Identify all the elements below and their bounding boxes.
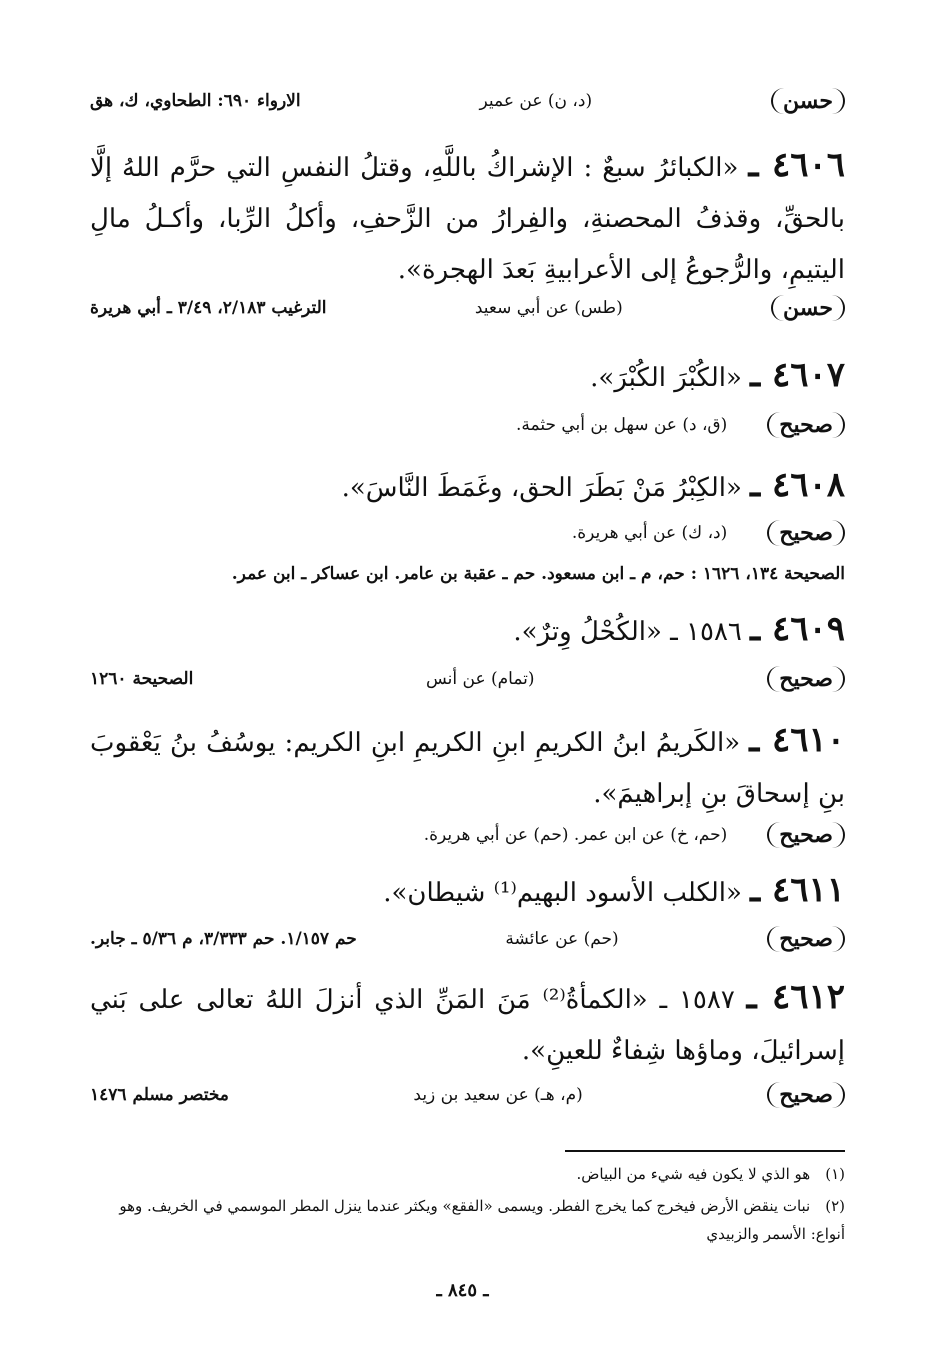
footnote-text: هو الذي لا يكون فيه شيء من البياض. <box>576 1165 811 1183</box>
hadith-number: ٤٦١٢ ـ <box>746 977 845 1017</box>
reference: الصحيحة ١٣٤، ١٦٢٦ : حم، م ـ ابن مسعود. حم ـ عقبة بن عامر. ابن عساكر ـ ابن عمر. <box>231 564 845 584</box>
hadith-number: ٤٦٠٨ ـ <box>750 465 845 505</box>
source: (حم، خ) عن ابن عمر. (حم) عن أبي هريرة. <box>423 825 728 845</box>
hadith-number: ٤٦٠٦ ـ <box>748 145 846 185</box>
grade-label: حسن <box>771 295 845 321</box>
hadith-number: ٤٦١٠ ـ <box>749 720 845 760</box>
hadith-4609 <box>90 604 845 658</box>
hadith-text: «الكُبْرَ الكُبْرَ». <box>590 363 742 393</box>
footnote <box>90 1192 845 1248</box>
source: (د، ن) عن عمير <box>479 91 593 111</box>
reference: الترغيب ٢/١٨٣، ٣/٤٩ ـ أبي هريرة <box>90 298 327 318</box>
hadith-number: ٤٦٠٧ ـ <box>750 355 845 395</box>
page-number: ـ ٨٤٥ ـ <box>436 1280 489 1301</box>
grade-row <box>90 926 845 952</box>
grade-row <box>90 822 845 848</box>
grade-row <box>90 412 845 438</box>
hadith-text: «الكِبْرُ مَنْ بَطَرَ الحق، وغَمَطَ النَّاسَ». <box>341 473 742 503</box>
hadith-number: ٤٦١١ ـ <box>750 870 845 910</box>
hadith-text: ١٥٨٧ ـ «الكمأةُ⁽²⁾ مَنَ المَنِّ الذي أنزلَ اللهُ تعالى على بَني إسرائيلَ، وماؤها شِفاءٌ للعينِ». <box>90 985 845 1066</box>
footnote-text: نبات ينقض الأرض فيخرج كما يخرج الفطر. ويسمى «الفقع» ويكثر عندما ينزل المطر الموسمي في الخريف. وهو أنواع: الأسمر والزبيدي <box>119 1197 845 1243</box>
grade-row <box>90 520 845 546</box>
hadith-text: «الكلب الأسود البهيم⁽¹⁾ شيطان». <box>383 878 742 908</box>
footnote <box>90 1160 845 1188</box>
grade-row <box>90 88 845 114</box>
reference: مختصر مسلم ١٤٧٦ <box>90 1085 229 1105</box>
hadith-4606 <box>90 140 845 296</box>
footnote-number: (٢) <box>825 1197 845 1215</box>
hadith-text: «الكبائرُ سبعٌ : الإشراكُ باللَّهِ، وقتلُ النفسِ التي حرَّم اللهُ إلَّا بالحقِّ، وقذفُ المحصنةِ، والفِرارُ من الزَّحفِ، وأكلُ الرِّبا، وأكـلُ مالِ اليتيمِ، والرُّجوعُ إلى الأعرابيةِ بَعدَ الهجرة». <box>90 153 845 285</box>
hadith-4611 <box>90 865 845 919</box>
grade-label: صحيح <box>767 666 845 692</box>
hadith-number: ٤٦٠٩ ـ <box>750 609 845 649</box>
grade-label: صحيح <box>767 822 845 848</box>
grade-label: صحيح <box>767 412 845 438</box>
grade-label: حسن <box>771 88 845 114</box>
grade-label: صحيح <box>767 1082 845 1108</box>
grade-row <box>90 295 845 321</box>
hadith-4608 <box>90 460 845 514</box>
grade-row <box>90 666 845 692</box>
hadith-text: ١٥٨٦ ـ «الكُحْلُ وِترٌ». <box>513 617 742 647</box>
source: (م، هـ) عن سعيد بن زيد <box>413 1085 583 1105</box>
reference: حم ١/١٥٧. حم ٣/٣٣٣، م ٥/٣٦ ـ جابر. <box>90 929 357 949</box>
source: (حم) عن عائشة <box>505 929 619 949</box>
footnote-divider <box>565 1150 845 1152</box>
source: (د، ك) عن أبي هريرة. <box>571 523 728 543</box>
reference: الارواء ٦٩٠: الطحاوي، ك، هق <box>90 91 301 111</box>
hadith-4610 <box>90 715 845 820</box>
reference: الصحيحة ١٢٦٠ <box>90 669 194 689</box>
grade-label: صحيح <box>767 520 845 546</box>
hadith-text: «الكَريمُ ابنُ الكريمِ ابنِ الكريمِ ابنِ الكريم: يوسُفُ بنُ يَعْقوبَ بنِ إسحاقَ بنِ إبراهيمَ». <box>90 728 845 809</box>
source: (طس) عن أبي سعيد <box>474 298 623 318</box>
grade-label: صحيح <box>767 926 845 952</box>
grade-row <box>90 1082 845 1108</box>
hadith-4612 <box>90 972 845 1077</box>
footnote-number: (١) <box>825 1165 845 1183</box>
source: (ق، د) عن سهل بن أبي حثمة. <box>516 415 728 435</box>
source: (تمام) عن أنس <box>426 669 535 689</box>
hadith-4607 <box>90 350 845 404</box>
